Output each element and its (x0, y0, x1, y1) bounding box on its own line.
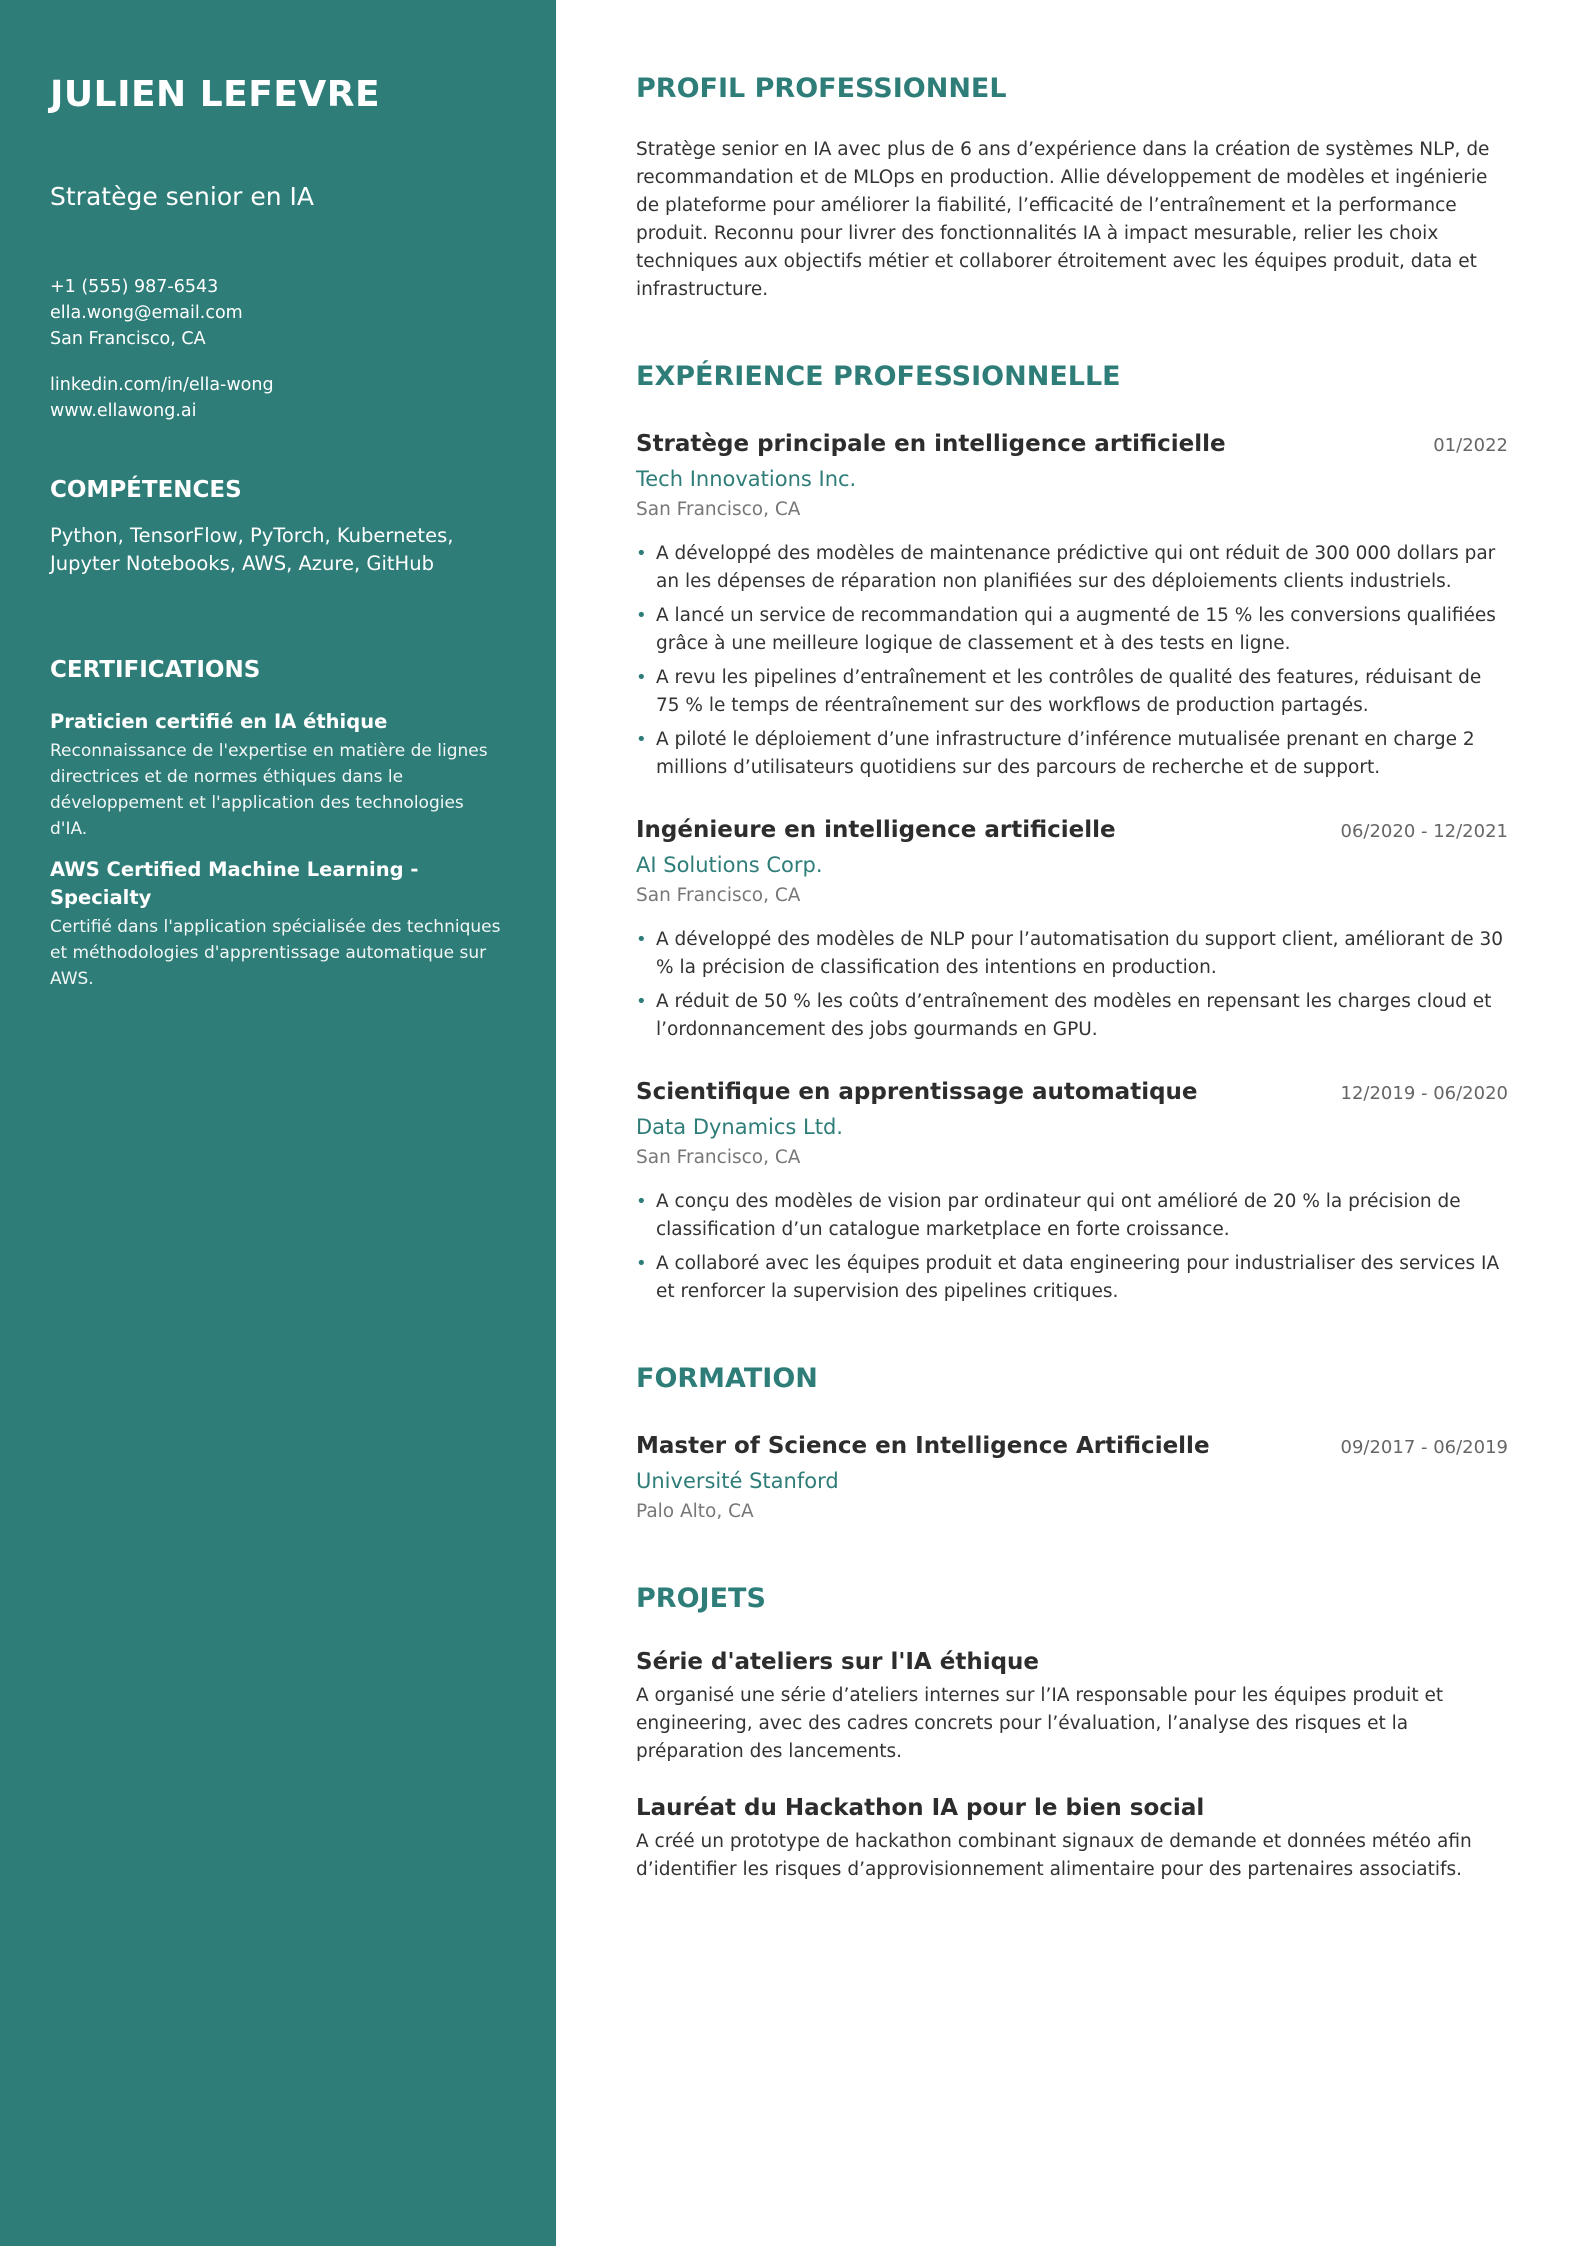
bullet-text: A réduit de 50 % les coûts d’entraînement des modèles en repensant les charges cloud et l’ordonnancement des jobs gourmands en GPU. (656, 991, 1492, 1040)
certification-title: Praticien certifié en IA éthique (50, 710, 388, 733)
bullet-icon: • (636, 1191, 647, 1212)
experience-entry (636, 814, 1508, 1044)
bullet-icon: • (636, 543, 647, 564)
bullet-icon: • (636, 667, 647, 688)
job-title: Ingénieure en intelligence artificielle (636, 817, 1116, 843)
contact-location: San Francisco, CA (50, 329, 206, 349)
job-location: San Francisco, CA (636, 499, 801, 520)
contact-info (50, 274, 506, 424)
job-title: Stratège principale en intelligence artificielle (636, 431, 1226, 457)
candidate-title: Stratège senior en IA (50, 182, 315, 211)
job-bullets (636, 1188, 1508, 1306)
job-date: 06/2020 - 12/2021 (1340, 821, 1508, 842)
job-bullet (636, 726, 1508, 782)
bullet-text: A collaboré avec les équipes produit et data engineering pour industrialiser des services IA et renforcer la supervision des pipelines critiques. (656, 1253, 1500, 1302)
bullet-icon: • (636, 1253, 647, 1274)
certification-description: Certifié dans l'application spécialisée des techniques et méthodologies d'apprentissage automatique sur AWS. (50, 917, 501, 989)
project-item (636, 1792, 1508, 1884)
certification-item (50, 708, 506, 842)
profile-summary: Stratège senior en IA avec plus de 6 ans d’expérience dans la création de systèmes NLP, de recommandation et de MLOps en production. Allie développement de modèles et ingénierie de plateforme pour améliorer la fiabilité, l’efficacité de l’entraînement et la performance produit. Reconnu pour livrer des fonctionnalités IA à impact mesurable, relier les choix techniques aux objectifs métier et collaborer étroitement avec les équipes produit, data et infrastructure. (636, 139, 1490, 300)
certifications-heading: CERTIFICATIONS (50, 657, 261, 683)
project-item (636, 1646, 1508, 1766)
bullet-text: A revu les pipelines d’entraînement et les contrôles de qualité des features, réduisant de 75 % le temps de réentraînement sur des workflows de production partagés. (656, 667, 1482, 716)
job-date: 12/2019 - 06/2020 (1340, 1083, 1508, 1104)
bullet-text: A développé des modèles de maintenance prédictive qui ont réduit de 300 000 dollars par an les dépenses de réparation non planifiées sur des déploiements clients industriels. (656, 543, 1496, 592)
bullet-icon: • (636, 605, 647, 626)
bullet-icon: • (636, 929, 647, 950)
education-heading: FORMATION (636, 1363, 818, 1394)
job-bullet (636, 988, 1508, 1044)
contact-spacer (50, 352, 506, 372)
profile-section (636, 70, 1508, 304)
education-entry (636, 1430, 1508, 1526)
bullet-text: A piloté le déploiement d’une infrastructure d’inférence mutualisée prenant en charge 2 millions d’utilisateurs quotidiens sur des parcours de recherche et de support. (656, 729, 1475, 778)
school-location: Palo Alto, CA (636, 1501, 754, 1522)
certification-item (50, 856, 506, 992)
job-date: 01/2022 (1433, 435, 1508, 456)
experience-entry (636, 428, 1508, 782)
bullet-icon: • (636, 991, 647, 1012)
project-title: Lauréat du Hackathon IA pour le bien social (636, 1795, 1205, 1821)
job-bullet (636, 540, 1508, 596)
contact-email: ella.wong@email.com (50, 303, 243, 323)
contact-linkedin: linkedin.com/in/ella-wong (50, 375, 274, 395)
project-title: Série d'ateliers sur l'IA éthique (636, 1649, 1040, 1675)
certification-title: AWS Certified Machine Learning - Specialty (50, 858, 419, 909)
company-name: Tech Innovations Inc. (636, 467, 857, 491)
projects-section (636, 1580, 1508, 1884)
contact-phone: +1 (555) 987-6543 (50, 277, 219, 297)
job-location: San Francisco, CA (636, 1147, 801, 1168)
job-bullets (636, 926, 1508, 1044)
bullet-text: A lancé un service de recommandation qui a augmenté de 15 % les conversions qualifiées grâce à une meilleure logique de classement et à des tests en ligne. (656, 605, 1496, 654)
skills-heading: COMPÉTENCES (50, 477, 242, 503)
degree-title: Master of Science en Intelligence Artificielle (636, 1433, 1210, 1459)
job-bullet (636, 926, 1508, 982)
sidebar (0, 0, 556, 2246)
experience-entry (636, 1076, 1508, 1306)
job-bullet (636, 1250, 1508, 1306)
bullet-icon: • (636, 729, 647, 750)
company-name: AI Solutions Corp. (636, 853, 823, 877)
certification-description: Reconnaissance de l'expertise en matière de lignes directrices et de normes éthiques dans le développement et l'application des technologies d'IA. (50, 741, 488, 839)
education-section (636, 1360, 1508, 1526)
company-name: Data Dynamics Ltd. (636, 1115, 843, 1139)
bullet-text: A développé des modèles de NLP pour l’automatisation du support client, améliorant de 30 % la précision de classification des intentions en production. (656, 929, 1504, 978)
experience-section (636, 358, 1508, 1306)
profile-heading: PROFIL PROFESSIONNEL (636, 73, 1007, 104)
job-title: Scientifique en apprentissage automatique (636, 1079, 1198, 1105)
job-bullets (636, 540, 1508, 782)
skills-section (50, 474, 506, 578)
job-bullet (636, 664, 1508, 720)
job-bullet (636, 1188, 1508, 1244)
project-description: A créé un prototype de hackathon combinant signaux de demande et données météo afin d’identifier les risques d’approvisionnement alimentaire pour des partenaires associatifs. (636, 1831, 1472, 1880)
bullet-text: A conçu des modèles de vision par ordinateur qui ont amélioré de 20 % la précision de classification d’un catalogue marketplace en forte croissance. (656, 1191, 1461, 1240)
contact-website: www.ellawong.ai (50, 401, 197, 421)
certifications-section (50, 654, 506, 992)
degree-date: 09/2017 - 06/2019 (1340, 1437, 1508, 1458)
candidate-name: JULIEN LEFEVRE (50, 74, 381, 115)
projects-heading: PROJETS (636, 1583, 766, 1614)
school-name: Université Stanford (636, 1469, 839, 1493)
experience-heading: EXPÉRIENCE PROFESSIONNELLE (636, 361, 1121, 392)
job-location: San Francisco, CA (636, 885, 801, 906)
main-content (556, 0, 1588, 2246)
project-description: A organisé une série d’ateliers internes sur l’IA responsable pour les équipes produit et engineering, avec des cadres concrets pour l’évaluation, l’analyse des risques et la préparation des lancements. (636, 1685, 1444, 1762)
skills-text: Python, TensorFlow, PyTorch, Kubernetes, Jupyter Notebooks, AWS, Azure, GitHub (50, 524, 454, 575)
job-bullet (636, 602, 1508, 658)
